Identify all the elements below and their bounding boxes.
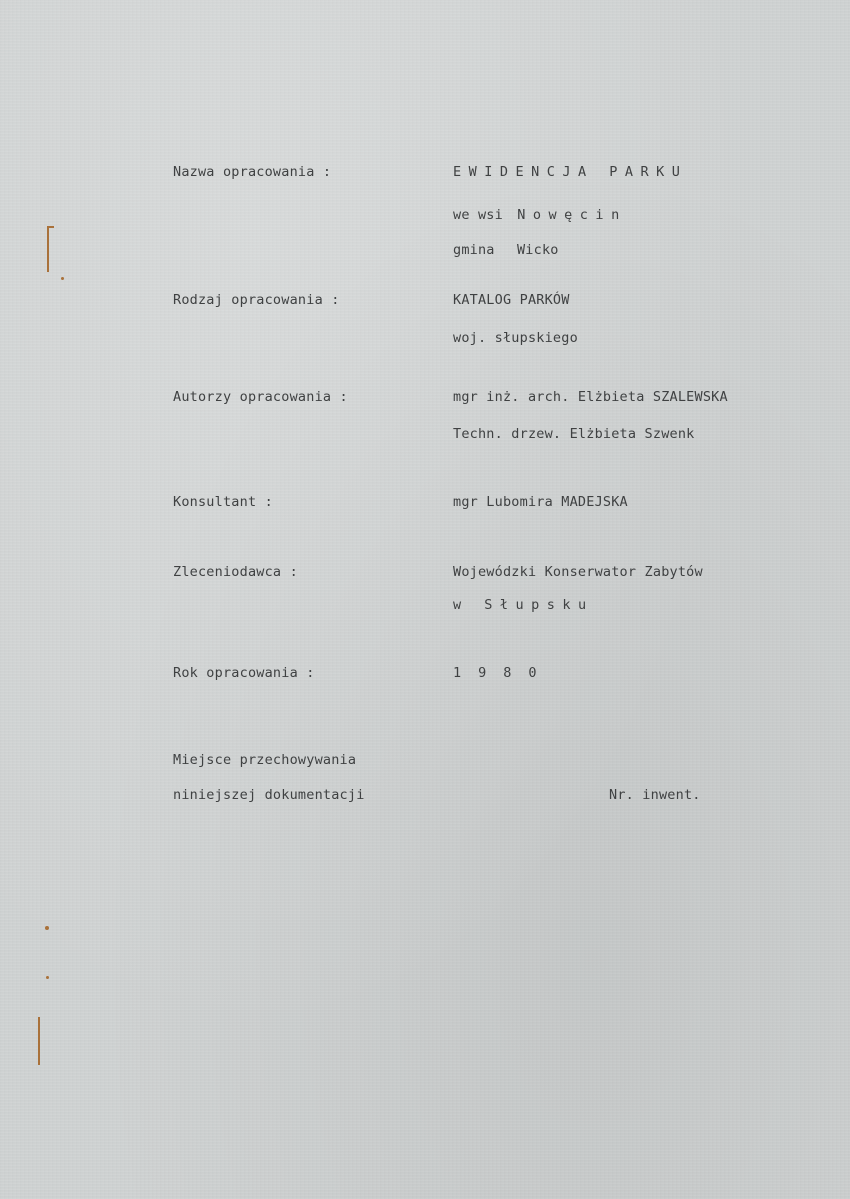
binding-mark-dot-2 (46, 976, 49, 979)
value-zleceniodawca-2 (453, 597, 594, 613)
value-zleceniodawca-2-text: w Słupsku (453, 597, 594, 613)
value-konsultant: mgr Lubomira MADEJSKA (453, 494, 628, 510)
value-rok: 1980 (453, 665, 554, 681)
value-commune-name: Wicko (516, 242, 559, 258)
label-nr-inwent: Nr. inwent. (609, 787, 701, 803)
value-commune-prefix: gmina (453, 242, 495, 258)
value-author-1: mgr inż. arch. Elżbieta SZALEWSKA (453, 389, 728, 405)
value-ewidencja-parku: EWIDENCJA PARKU (453, 164, 688, 180)
binding-mark-dot-1 (45, 926, 49, 930)
binding-mark-top-tick (49, 226, 54, 228)
label-konsultant: Konsultant : (173, 494, 273, 510)
binding-mark-top (47, 226, 49, 272)
binding-mark-top-dot (61, 277, 64, 280)
label-miejsce-line-2: niniejszej dokumentacji (173, 787, 365, 803)
value-location-commune (453, 242, 559, 258)
label-miejsce-line-1: Miejsce przechowywania (173, 752, 357, 768)
value-katalog-parkow: KATALOG PARKÓW (453, 292, 570, 308)
value-wojewodztwo: woj. słupskiego (453, 330, 578, 346)
label-nazwa-opracowania: Nazwa opracowania : (173, 164, 332, 180)
label-zleceniodawca: Zleceniodawca : (173, 564, 298, 580)
binding-mark-bottom (38, 1017, 40, 1065)
value-author-2: Techn. drzew. Elżbieta Szwenk (453, 426, 695, 442)
label-rok-opracowania: Rok opracowania : (173, 665, 315, 681)
label-autorzy-opracowania: Autorzy opracowania : (173, 389, 348, 405)
label-rodzaj-opracowania: Rodzaj opracowania : (173, 292, 340, 308)
value-zleceniodawca-1: Wojewódzki Konserwator Zabytów (453, 564, 703, 580)
value-location-village (453, 207, 627, 223)
value-village-name: Nowęcin (517, 207, 627, 223)
value-village-prefix: we wsi (453, 207, 503, 223)
